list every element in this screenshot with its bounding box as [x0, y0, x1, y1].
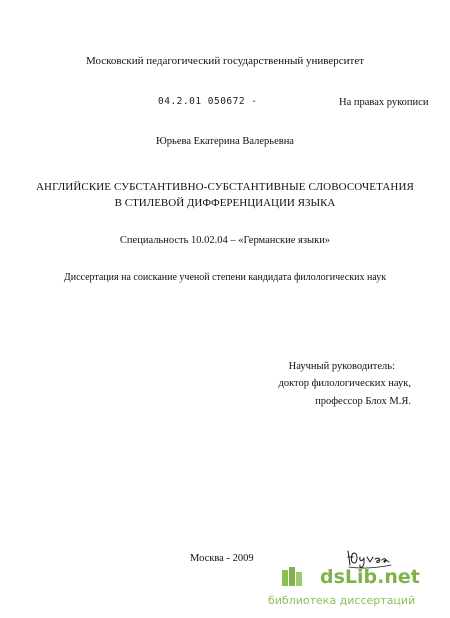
advisor-name: профессор Блох М.Я.: [315, 396, 411, 407]
watermark-brand: dsLib.net: [320, 566, 420, 588]
registration-number-stamp: 04.2.01 050672 -: [158, 96, 258, 107]
manuscript-rights-label: На правах рукописи: [339, 97, 429, 108]
degree-statement: Диссертация на соискание ученой степени кандидата филологических наук: [63, 272, 387, 283]
dissertation-title-line-2: В СТИЛЕВОЙ ДИФФЕРЕНЦИАЦИИ ЯЗЫКА: [114, 197, 336, 209]
dslib-watermark: [268, 564, 450, 618]
watermark-tagline: библиотека диссертаций: [268, 594, 416, 607]
city-year: Москва - 2009: [190, 553, 254, 564]
advisor-degree: доктор филологических наук,: [278, 378, 411, 389]
university-name: Московский педагогический государственный университет: [85, 55, 365, 67]
author-name: Юрьева Екатерина Валерьевна: [156, 136, 294, 147]
dslib-logo-icon: [280, 564, 304, 588]
advisor-role: Научный руководитель:: [288, 361, 395, 372]
specialty-code: Специальность 10.02.04 – «Германские языки»: [119, 235, 331, 246]
dissertation-title-line-1: АНГЛИЙСКИЕ СУБСТАНТИВНО-СУБСТАНТИВНЫЕ СЛОВОСОЧЕТАНИЯ: [36, 181, 414, 193]
